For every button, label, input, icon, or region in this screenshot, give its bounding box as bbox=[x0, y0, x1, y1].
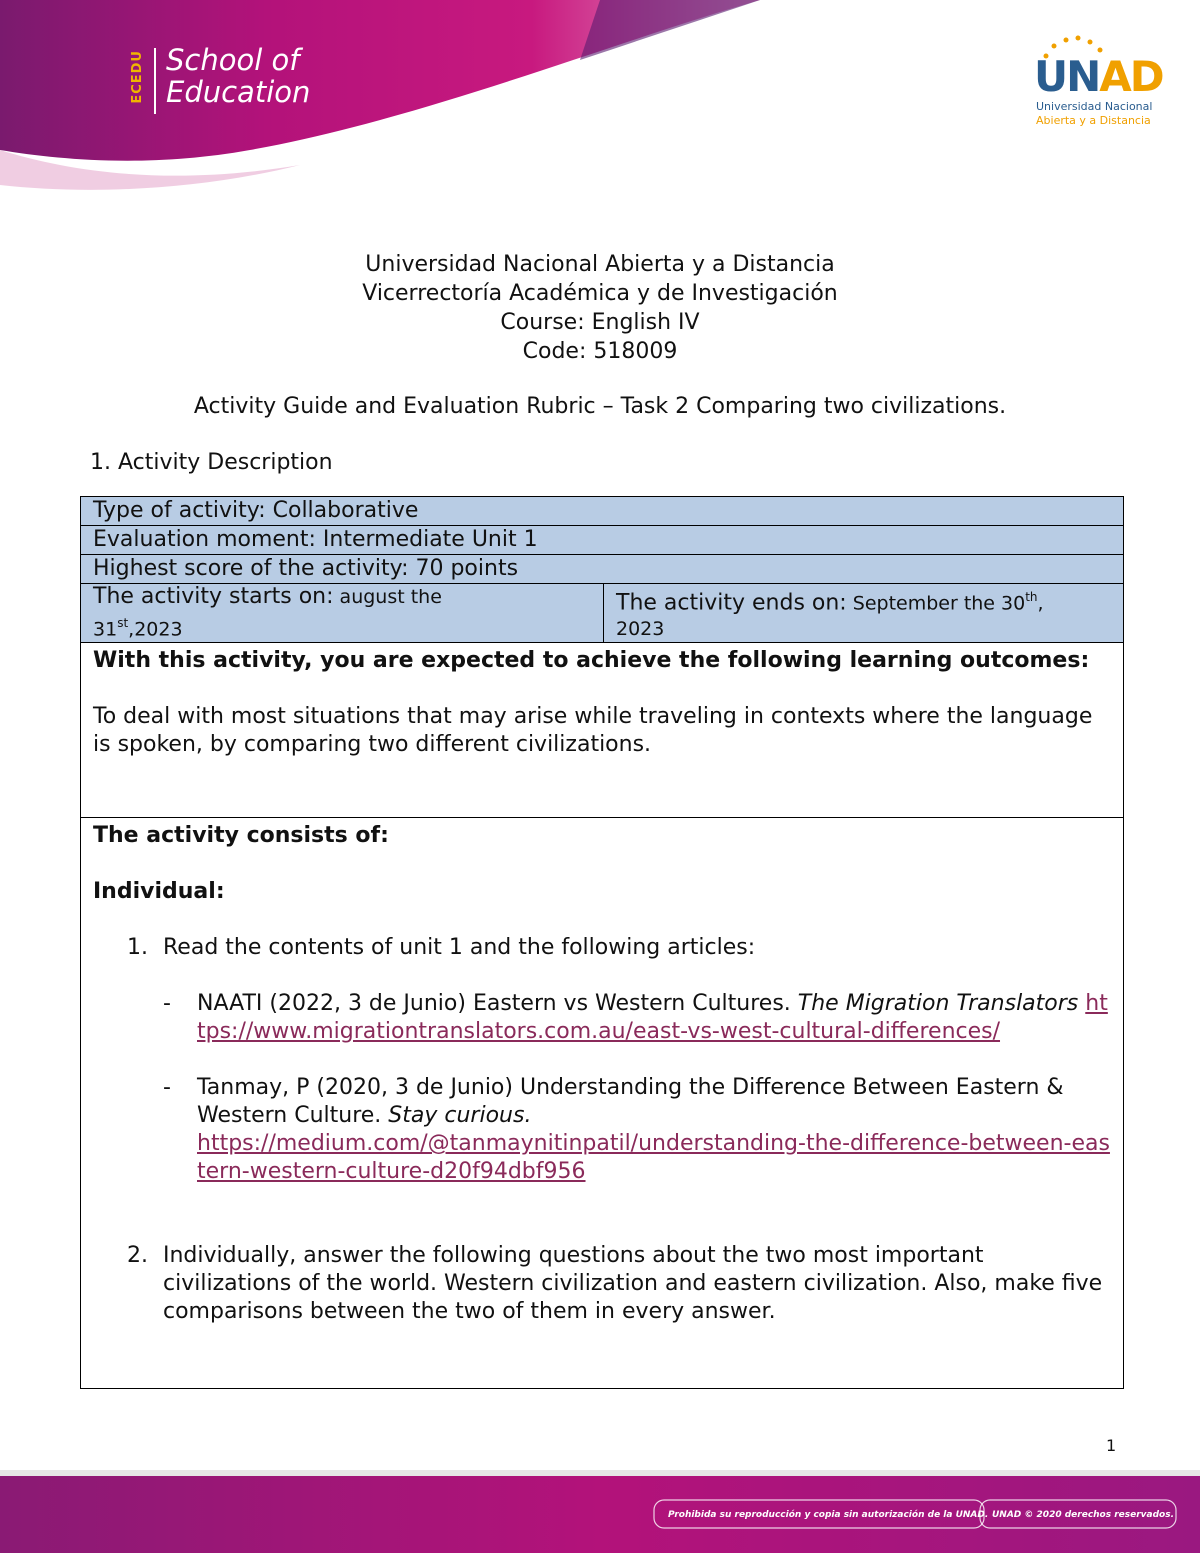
activity-start: The activity starts on: august the 31st,2023 bbox=[81, 584, 604, 643]
section-title: 1. Activity Description bbox=[90, 450, 333, 475]
activity-type: Type of activity: Collaborative bbox=[81, 497, 1124, 526]
reference-2: - Tanmay, P (2020, 3 de Junio) Understanding the Difference Between Eastern & Western Culture. Stay curious. https://medium.com/@tanmaynitinpatil/understanding-the-difference-between-eastern-western-culture-d20f94dbf956 bbox=[163, 1075, 1110, 1185]
vicerrectoria: Vicerrectoría Académica y de Investigación bbox=[362, 281, 838, 306]
reference-2-link[interactable]: https://medium.com/@tanmaynitinpatil/understanding-the-difference-between-eastern-western-culture-d20f94dbf956 bbox=[197, 1131, 1110, 1185]
unad-logo bbox=[1030, 34, 1170, 134]
reference-1: - NAATI (2022, 3 de Junio) Eastern vs Western Cultures. The Migration Translators https://www.migrationtranslators.com.au/east-vs-west-cultural-differences/ bbox=[163, 991, 1108, 1045]
list-item: 2. Individually, answer the following questions about the two most important civilizations of the world. Western civilization and eastern civilization. Also, make five comparisons between the two of them in every answer. bbox=[127, 1243, 1103, 1325]
page-number: 1 bbox=[1106, 1436, 1117, 1455]
document-heading bbox=[0, 250, 1200, 366]
ecedu-label: ECEDU bbox=[130, 50, 145, 104]
learning-outcomes bbox=[81, 643, 1124, 818]
outcomes-text: To deal with most situations that may arise while traveling in contexts where the language is spoken, by comparing two different civilizations. bbox=[93, 704, 1093, 758]
reference-1-link[interactable]: https://www.migrationtranslators.com.au/east-vs-west-cultural-differences/ bbox=[197, 991, 1108, 1045]
course-name: Course: English IV bbox=[500, 310, 700, 335]
consists-title: The activity consists of: bbox=[93, 823, 389, 849]
activity-table bbox=[80, 496, 1124, 1389]
list-item: 1. Read the contents of unit 1 and the following articles: bbox=[127, 935, 756, 961]
outcomes-title: With this activity, you are expected to achieve the following learning outcomes: bbox=[93, 648, 1090, 674]
evaluation-moment: Evaluation moment: Intermediate Unit 1 bbox=[81, 526, 1124, 555]
highest-score: Highest score of the activity: 70 points bbox=[81, 555, 1124, 584]
logo-divider bbox=[154, 48, 156, 114]
school-line2: Education bbox=[166, 75, 311, 109]
unad-wordmark: UNAD bbox=[1034, 52, 1163, 101]
individual-label: Individual: bbox=[93, 879, 225, 905]
footer-notice: Prohibida su reproducción y copia sin autorización de la UNAD. bbox=[668, 1510, 989, 1520]
guide-title: Activity Guide and Evaluation Rubric – Task 2 Comparing two civilizations. bbox=[193, 394, 1007, 419]
activity-consists bbox=[81, 818, 1124, 1389]
school-line1: School of bbox=[166, 43, 300, 77]
university-name: Universidad Nacional Abierta y a Distancia bbox=[365, 252, 835, 277]
course-code: Code: 518009 bbox=[522, 339, 678, 364]
activity-end: The activity ends on: September the 30th, 2023 bbox=[604, 584, 1124, 643]
unad-line1: Universidad Nacional bbox=[1036, 100, 1153, 113]
footer-copyright: UNAD © 2020 derechos reservados. bbox=[992, 1510, 1175, 1520]
school-name bbox=[166, 44, 310, 108]
unad-line2: Abierta y a Distancia bbox=[1036, 114, 1151, 127]
